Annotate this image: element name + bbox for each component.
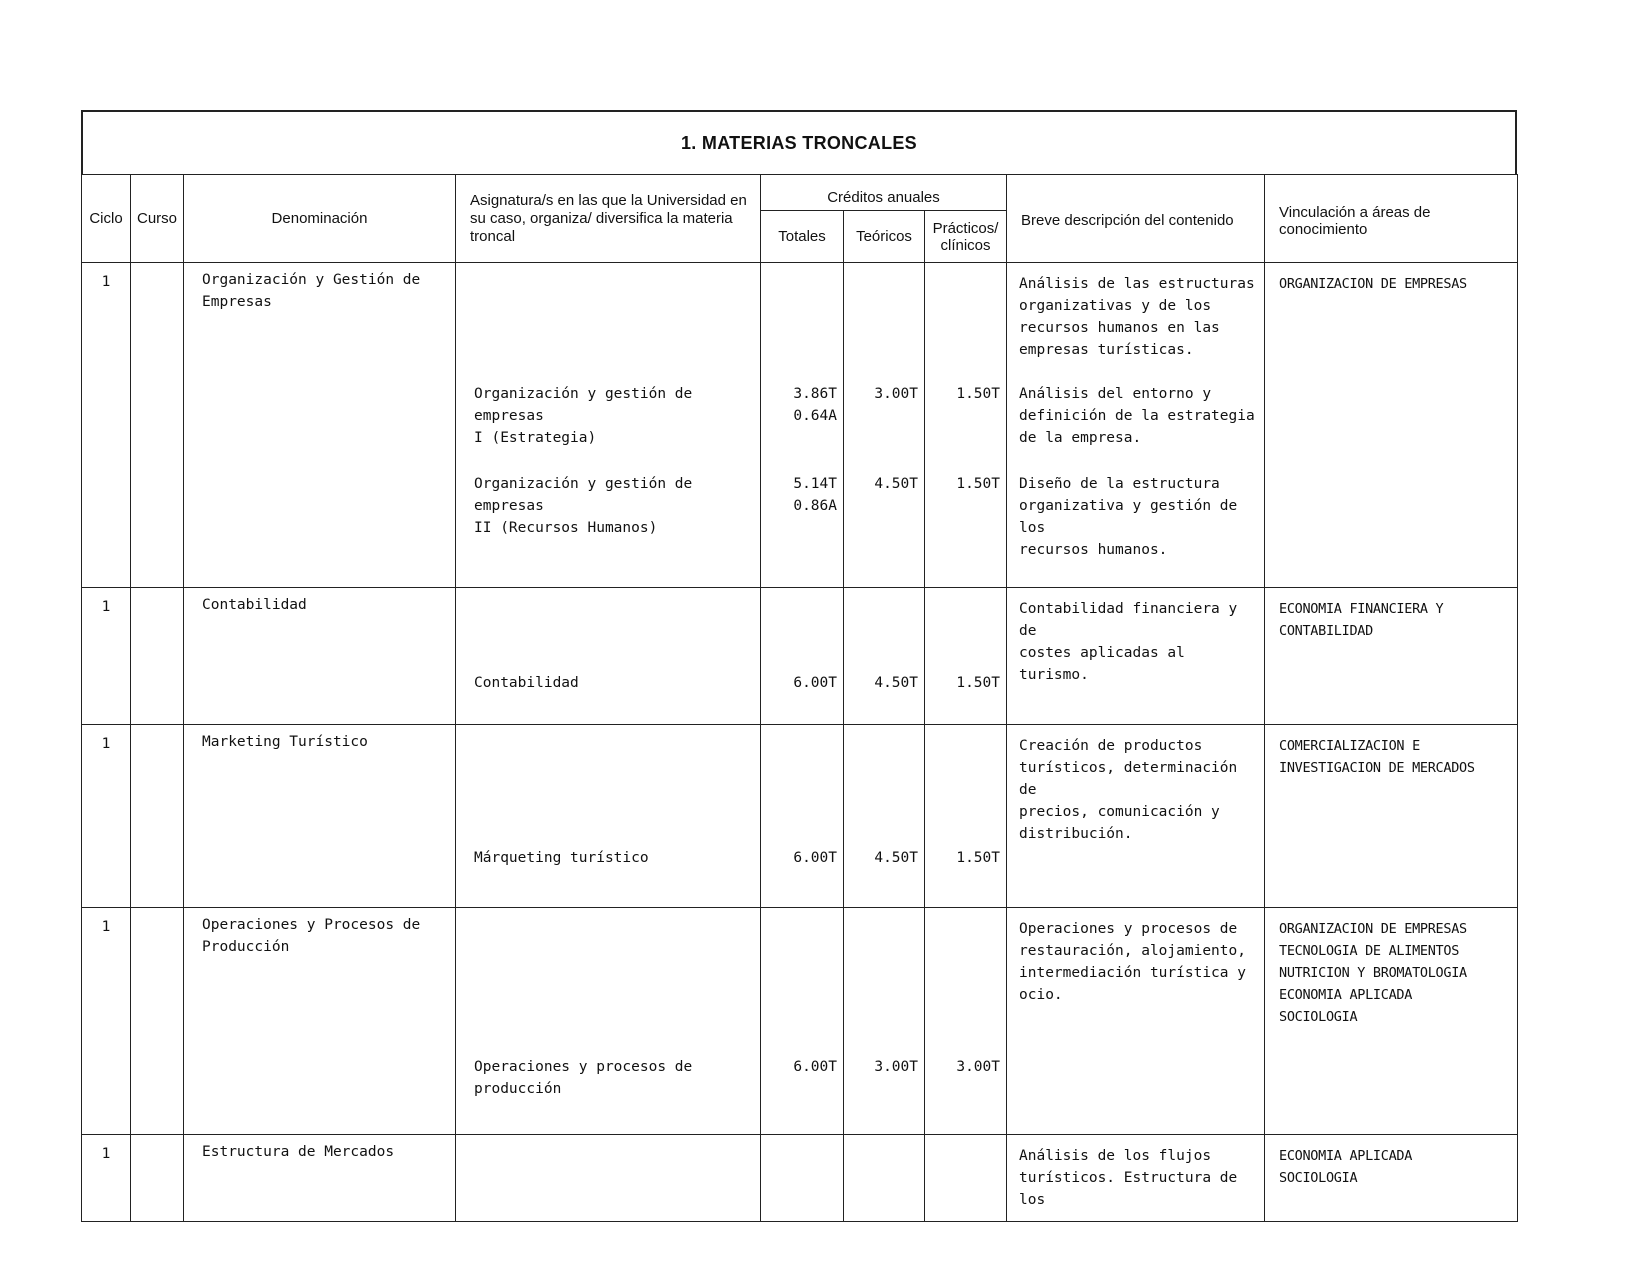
cell-practicos — [925, 725, 1007, 908]
cell-denominacion: Marketing Turístico — [184, 725, 456, 908]
cell-totales-stack — [761, 908, 843, 1134]
document-sheet — [81, 110, 1517, 1222]
header-practicos: Prácticos/ clínicos — [925, 211, 1007, 263]
cell-practicos-stack — [925, 908, 1006, 1134]
cell-teoricos-stack — [844, 725, 924, 907]
table-row — [82, 1135, 1518, 1222]
cell-ciclo: 1 — [82, 263, 131, 588]
cell-vinculacion: ECONOMIA APLICADA SOCIOLOGIA — [1265, 1135, 1518, 1222]
cell-descripcion — [1007, 725, 1265, 908]
cell-practicos — [925, 588, 1007, 725]
descripcion-text: Creación de productos turísticos, determinación de precios, comunicación y distribución. — [1019, 738, 1238, 842]
practicos-text: 1.50T — [956, 386, 1000, 402]
cell-teoricos — [844, 1135, 925, 1222]
cell-curso — [131, 1135, 184, 1222]
cell-curso — [131, 725, 184, 908]
cell-totales-stack — [761, 725, 843, 907]
header-totales: Totales — [761, 211, 844, 263]
asignatura-text: Contabilidad — [474, 675, 579, 691]
cell-denominacion: Contabilidad — [184, 588, 456, 725]
table-row — [82, 725, 1518, 908]
header-curso: Curso — [131, 175, 184, 263]
cell-practicos-stack — [925, 725, 1006, 907]
cell-totales — [761, 1135, 844, 1222]
teoricos-text: 3.00T — [874, 386, 918, 402]
totales-text: 6.00T — [793, 1059, 837, 1075]
cell-asignatura — [456, 263, 761, 588]
cell-curso — [131, 908, 184, 1135]
practicos-text: 3.00T — [956, 1059, 1000, 1075]
cell-practicos — [925, 908, 1007, 1135]
totales-text: 6.00T — [793, 850, 837, 866]
asignatura-text: Operaciones y procesos de producción — [474, 1059, 693, 1097]
cell-descripcion-stack — [1007, 263, 1264, 587]
cell-ciclo: 1 — [82, 588, 131, 725]
cell-descripcion-stack — [1007, 1135, 1264, 1221]
cell-asignatura — [456, 725, 761, 908]
practicos-text: 1.50T — [956, 850, 1000, 866]
descripcion-text: Contabilidad financiera y de costes aplicadas al turismo. — [1019, 601, 1238, 683]
cell-descripcion-stack — [1007, 908, 1264, 1134]
cell-denominacion: Operaciones y Procesos de Producción — [184, 908, 456, 1135]
asignatura-text: Organización y gestión de empresas II (Recursos Humanos) — [474, 476, 693, 536]
cell-vinculacion: ECONOMIA FINANCIERA Y CONTABILIDAD — [1265, 588, 1518, 725]
cell-teoricos-stack — [844, 263, 924, 587]
descripcion-text: Análisis de los flujos turísticos. Estructura de los — [1019, 1148, 1238, 1208]
cell-descripcion — [1007, 588, 1265, 725]
totales-text: 5.14T 0.86A — [793, 476, 837, 514]
table-body — [82, 263, 1518, 1222]
cell-teoricos-stack — [844, 908, 924, 1134]
cell-asignatura-stack — [456, 908, 760, 1134]
header-teoricos: Teóricos — [844, 211, 925, 263]
teoricos-text: 4.50T — [874, 476, 918, 492]
descripcion-text: Operaciones y procesos de restauración, alojamiento, intermediación turística y ocio. — [1019, 921, 1246, 1003]
cell-totales — [761, 725, 844, 908]
materias-table — [81, 174, 1518, 1222]
cell-teoricos — [844, 263, 925, 588]
cell-totales-stack — [761, 1135, 843, 1221]
cell-asignatura-stack — [456, 263, 760, 587]
header-descripcion: Breve descripción del contenido — [1007, 175, 1265, 263]
cell-curso — [131, 263, 184, 588]
asignatura-text: Organización y gestión de empresas I (Estrategia) — [474, 386, 693, 446]
cell-totales — [761, 263, 844, 588]
table-row — [82, 908, 1518, 1135]
cell-asignatura — [456, 908, 761, 1135]
descripcion-text: Análisis de las estructuras organizativas y de los recursos humanos en las empresas turísticas. — [1019, 276, 1255, 358]
cell-asignatura-stack — [456, 725, 760, 907]
cell-totales-stack — [761, 588, 843, 724]
cell-descripcion — [1007, 1135, 1265, 1222]
cell-teoricos — [844, 588, 925, 725]
header-vinculacion: Vinculación a áreas de conocimiento — [1265, 175, 1518, 263]
teoricos-text: 3.00T — [874, 1059, 918, 1075]
cell-ciclo: 1 — [82, 1135, 131, 1222]
cell-curso — [131, 588, 184, 725]
cell-practicos — [925, 1135, 1007, 1222]
practicos-text: 1.50T — [956, 476, 1000, 492]
cell-teoricos — [844, 725, 925, 908]
cell-teoricos-stack — [844, 1135, 924, 1221]
cell-vinculacion: ORGANIZACION DE EMPRESAS — [1265, 263, 1518, 588]
asignatura-text: Márqueting turístico — [474, 850, 649, 866]
cell-ciclo: 1 — [82, 908, 131, 1135]
cell-denominacion: Estructura de Mercados — [184, 1135, 456, 1222]
cell-practicos-stack — [925, 1135, 1006, 1221]
cell-teoricos — [844, 908, 925, 1135]
teoricos-text: 4.50T — [874, 675, 918, 691]
cell-practicos-stack — [925, 263, 1006, 587]
cell-totales — [761, 588, 844, 725]
cell-totales — [761, 908, 844, 1135]
cell-descripcion — [1007, 263, 1265, 588]
cell-vinculacion: COMERCIALIZACION E INVESTIGACION DE MERCADOS — [1265, 725, 1518, 908]
section-title: 1. MATERIAS TRONCALES — [81, 110, 1517, 174]
descripcion-text: Análisis del entorno y definición de la estrategia de la empresa. — [1019, 386, 1255, 446]
totales-text: 6.00T — [793, 675, 837, 691]
cell-descripcion-stack — [1007, 588, 1264, 724]
descripcion-text: Diseño de la estructura organizativa y gestión de los recursos humanos. — [1019, 476, 1238, 558]
header-ciclo: Ciclo — [82, 175, 131, 263]
cell-teoricos-stack — [844, 588, 924, 724]
cell-asignatura-stack — [456, 588, 760, 724]
cell-denominacion: Organización y Gestión de Empresas — [184, 263, 456, 588]
totales-text: 3.86T 0.64A — [793, 386, 837, 424]
cell-asignatura — [456, 1135, 761, 1222]
cell-ciclo: 1 — [82, 725, 131, 908]
cell-asignatura — [456, 588, 761, 725]
header-denominacion: Denominación — [184, 175, 456, 263]
cell-descripcion-stack — [1007, 725, 1264, 907]
teoricos-text: 4.50T — [874, 850, 918, 866]
cell-descripcion — [1007, 908, 1265, 1135]
table-row — [82, 263, 1518, 588]
table-row — [82, 588, 1518, 725]
header-creditos: Créditos anuales — [761, 175, 1007, 211]
header-asignatura: Asignatura/s en las que la Universidad en su caso, organiza/ diversifica la materia troncal — [456, 175, 761, 263]
cell-practicos-stack — [925, 588, 1006, 724]
cell-asignatura-stack — [456, 1135, 760, 1221]
practicos-text: 1.50T — [956, 675, 1000, 691]
cell-totales-stack — [761, 263, 843, 587]
cell-practicos — [925, 263, 1007, 588]
cell-vinculacion: ORGANIZACION DE EMPRESAS TECNOLOGIA DE ALIMENTOS NUTRICION Y BROMATOLOGIA ECONOMIA APLICADA SOCIOLOGIA — [1265, 908, 1518, 1135]
